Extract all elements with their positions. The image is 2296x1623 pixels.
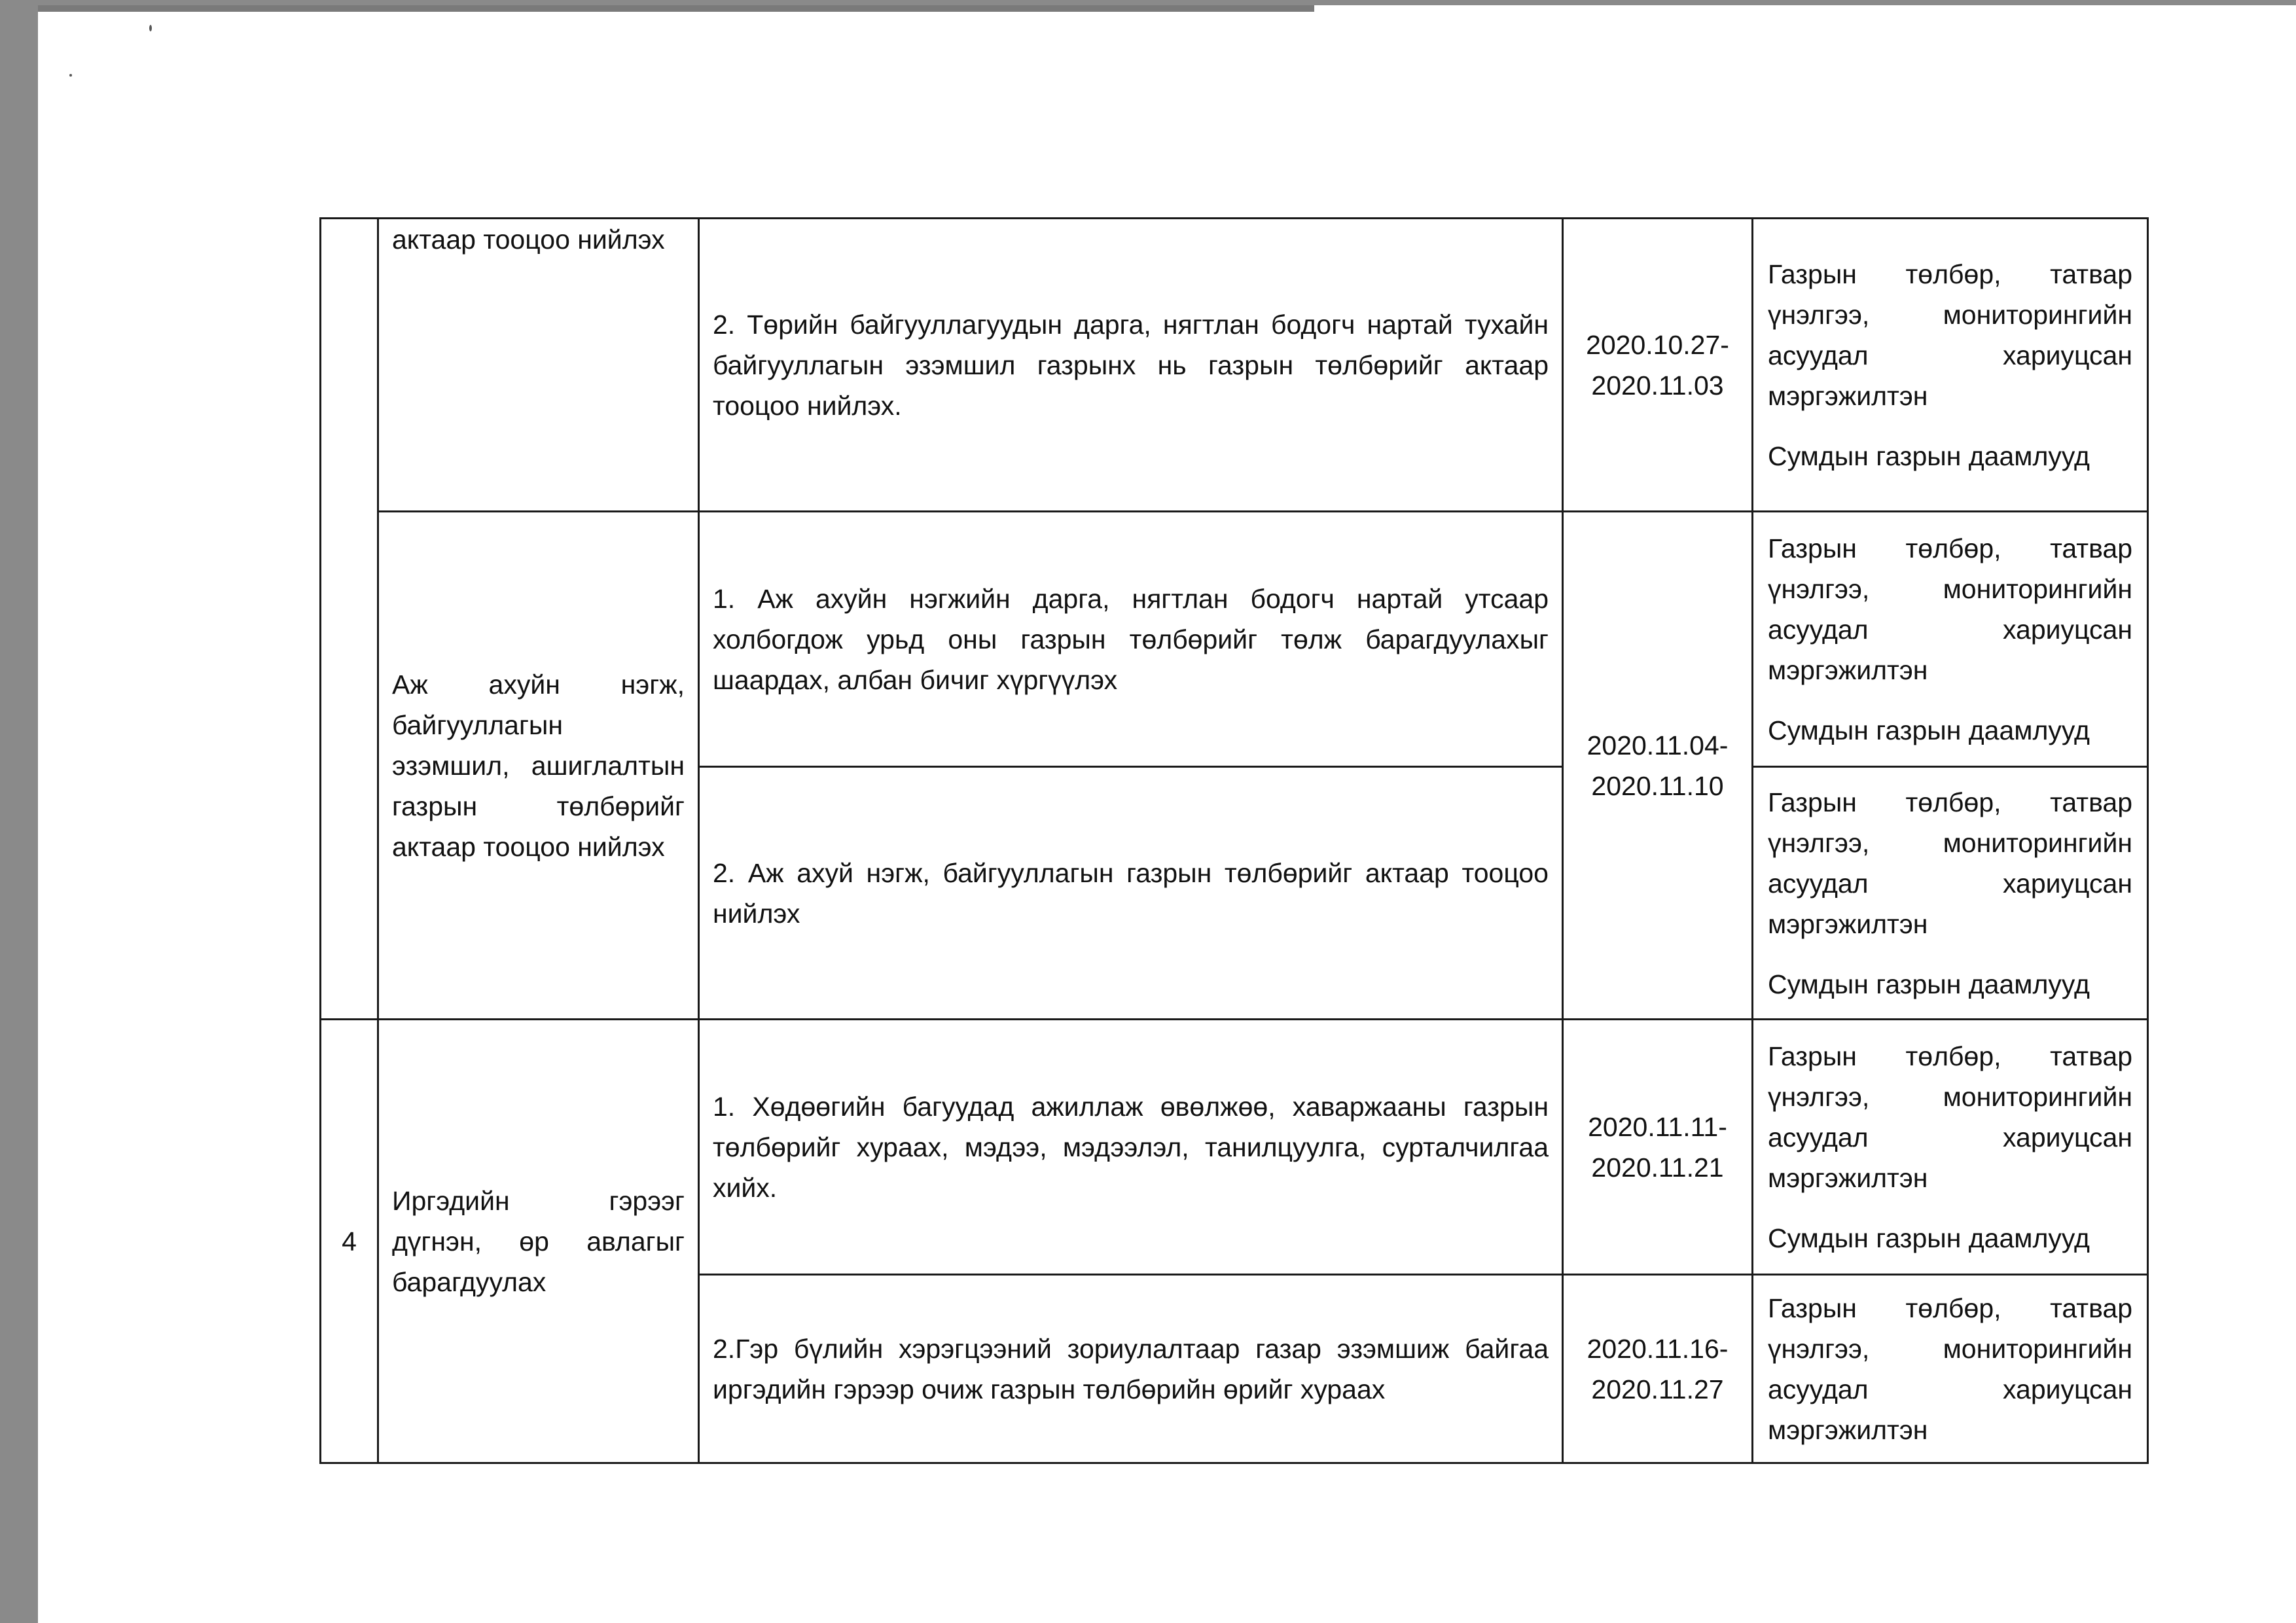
responsible-cell bbox=[1753, 512, 2148, 767]
responsible-cell bbox=[1753, 1275, 2148, 1463]
responsible-specialist: Газрын төлбөр, татвар үнэлгээ, мониторингийн асуудал хариуцсан мэргэжилтэн bbox=[1768, 1293, 2132, 1445]
date-start: 2020.10.27- bbox=[1586, 329, 1729, 360]
responsible-cell bbox=[1753, 219, 2148, 512]
task-cell: актаар тооцоо нийлэх bbox=[378, 219, 699, 512]
subtask-cell: 2. Төрийн байгууллагуудын дарга, нягтлан бодогч нартай тухайн байгууллагын эзэмшил газрынх нь газрын төлбөрийг актаар тооцоо нийлэх. bbox=[699, 219, 1563, 512]
responsible-cell bbox=[1753, 1020, 2148, 1275]
date-cell bbox=[1563, 1020, 1753, 1275]
date-end: 2020.11.21 bbox=[1591, 1152, 1724, 1183]
responsible-cell bbox=[1753, 767, 2148, 1020]
task-cell: Аж ахуйн нэгж, байгууллагын эзэмшил, ашиглалтын газрын төлбөрийг актаар тооцоо нийлэх bbox=[378, 512, 699, 1020]
scan-speck bbox=[69, 74, 72, 77]
scan-edge-shadow bbox=[38, 5, 1314, 12]
responsible-specialist: Газрын төлбөр, татвар үнэлгээ, мониторингийн асуудал хариуцсан мэргэжилтэн bbox=[1768, 533, 2132, 685]
date-start: 2020.11.04- bbox=[1587, 730, 1729, 760]
responsible-specialist: Газрын төлбөр, татвар үнэлгээ, мониторингийн асуудал хариуцсан мэргэжилтэн bbox=[1768, 259, 2132, 411]
responsible-land-officers: Сумдын газрын даамлууд bbox=[1768, 969, 2090, 999]
table-row bbox=[321, 512, 2148, 767]
responsible-specialist: Газрын төлбөр, татвар үнэлгээ, мониторингийн асуудал хариуцсан мэргэжилтэн bbox=[1768, 1041, 2132, 1193]
date-cell bbox=[1563, 219, 1753, 512]
responsible-land-officers: Сумдын газрын даамлууд bbox=[1768, 715, 2090, 745]
row-number-cell: 4 bbox=[321, 1020, 378, 1463]
table-row bbox=[321, 219, 2148, 512]
subtask-cell: 2. Аж ахуй нэгж, байгууллагын газрын төлбөрийг актаар тооцоо нийлэх bbox=[699, 767, 1563, 1020]
date-end: 2020.11.27 bbox=[1591, 1374, 1724, 1404]
date-end: 2020.11.10 bbox=[1591, 770, 1724, 801]
responsible-specialist: Газрын төлбөр, татвар үнэлгээ, мониторингийн асуудал хариуцсан мэргэжилтэн bbox=[1768, 787, 2132, 939]
scan-speck bbox=[149, 25, 152, 31]
responsible-land-officers: Сумдын газрын даамлууд bbox=[1768, 440, 2090, 471]
date-cell bbox=[1563, 1275, 1753, 1463]
table-row bbox=[321, 1020, 2148, 1275]
subtask-cell: 1. Аж ахуйн нэгжийн дарга, нягтлан бодогч нартай утсаар холбогдож урьд оны газрын төлбөрийг төлж барагдуулахыг шаардах, албан бичиг хүргүүлэх bbox=[699, 512, 1563, 767]
date-end: 2020.11.03 bbox=[1591, 370, 1724, 401]
date-start: 2020.11.11- bbox=[1588, 1111, 1727, 1142]
subtask-cell: 1. Хөдөөгийн багуудад ажиллаж өвөлжөө, хаваржааны газрын төлбөрийг хураах, мэдээ, мэдээлэл, танилцуулга, сурталчилгаа хийх. bbox=[699, 1020, 1563, 1275]
row-number-cell bbox=[321, 219, 378, 1020]
work-plan-table bbox=[319, 217, 2149, 1464]
subtask-cell: 2.Гэр бүлийн хэрэгцээний зориулалтаар газар эзэмшиж байгаа иргэдийн гэрээр очиж газрын төлбөрийн өрийг хураах bbox=[699, 1275, 1563, 1463]
date-start: 2020.11.16- bbox=[1587, 1333, 1729, 1364]
task-cell: Иргэдийн гэрээг дүгнэн, өр авлагыг барагдуулах bbox=[378, 1020, 699, 1463]
responsible-land-officers: Сумдын газрын даамлууд bbox=[1768, 1222, 2090, 1253]
date-cell bbox=[1563, 512, 1753, 1020]
